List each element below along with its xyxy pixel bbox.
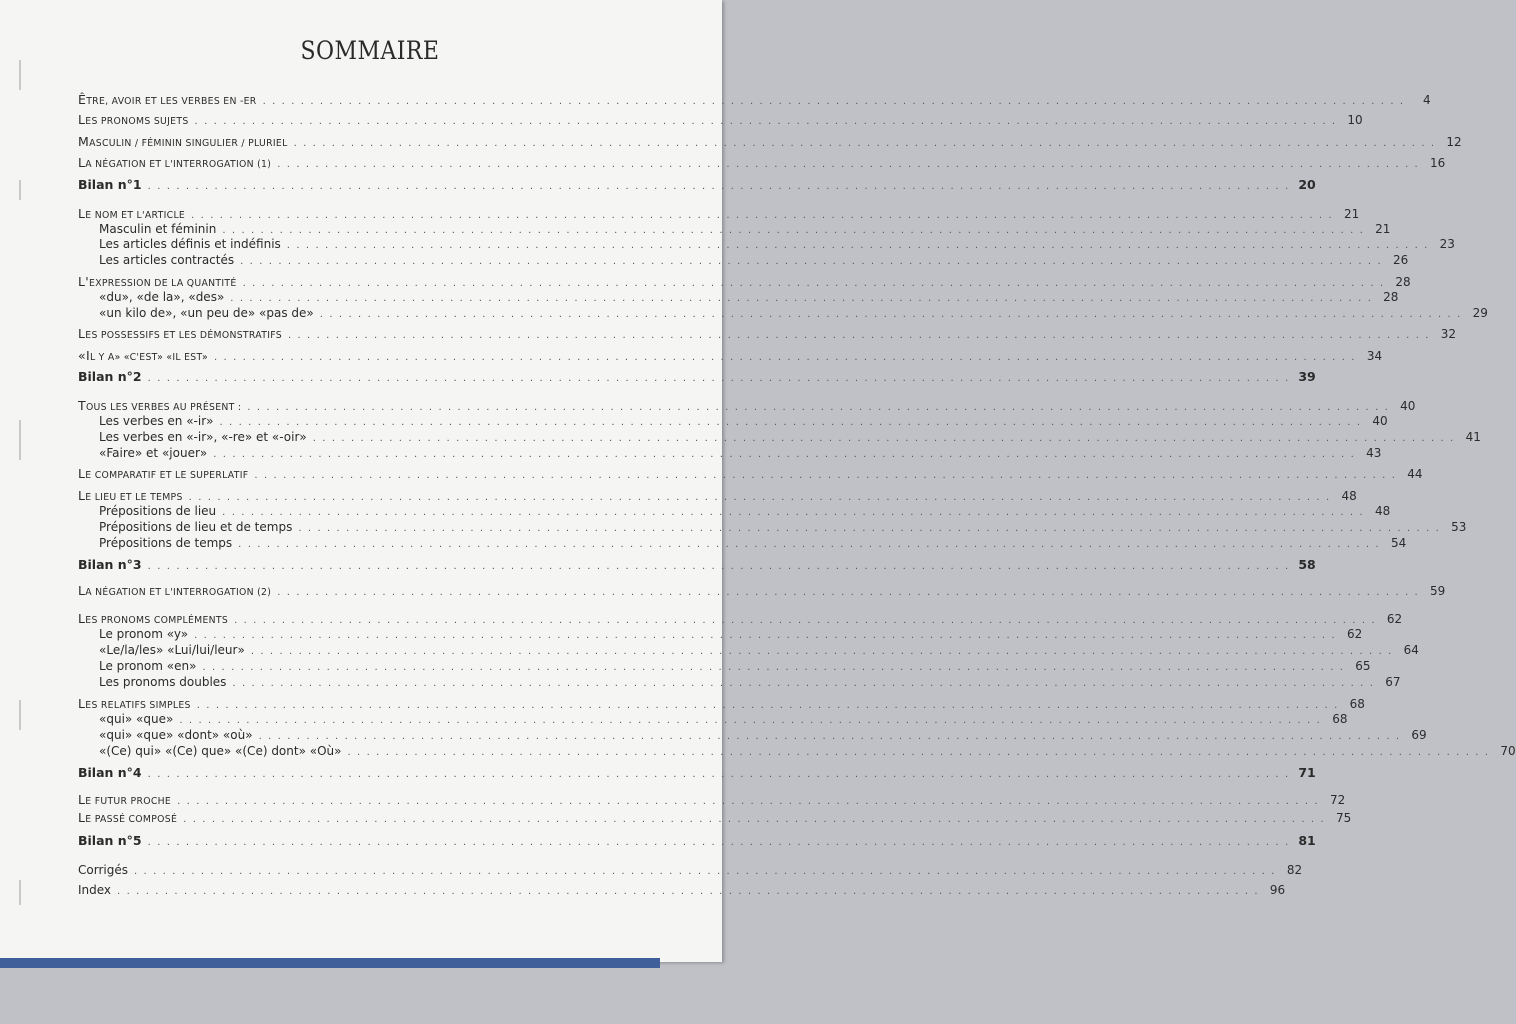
dot-leader: . . . . . . . . . . . . . . . . . . . . . . . . . . . . . . . . . . . . . . . . . . . . . . . . . . . . . . . . . . . . . . . . . . . . . . . . . . . . . . . . . . . . . . . . . . . . . . . . . . . . . . . . . . . . . . . . . . . . . . . .	[133, 866, 1277, 877]
toc-entry-page-number: 68	[1349, 697, 1365, 711]
toc-entry	[78, 882, 1286, 898]
dot-leader: . . . . . . . . . . . . . . . . . . . . . . . . . . . . . . . . . . . . . . . . . . . . . . . . . . . . . . . . . . . . . . . . . . . . . . . . . . . . . . . . . . . . . . . . . . . . . . . . . . . . . . . . . . . . . . . . . . . . . . . .	[196, 700, 1339, 711]
toc-entry-label: «qui» «que» «dont» «où»	[99, 728, 253, 742]
toc-entry-label: LE COMPARATIF ET LE SUPERLATIF	[78, 466, 249, 481]
toc-entry-page-number: 54	[1390, 536, 1407, 550]
dot-leader: . . . . . . . . . . . . . . . . . . . . . . . . . . . . . . . . . . . . . . . . . . . . . . . . . . . . . . . . . . . . . . . . . . . . . . . . . . . . . . . . . . . . . . . . . . . . . . . . . . . . . . . . . . . . . . . . . . . . . . . .	[258, 731, 1401, 742]
toc-entry-page-number: 40	[1400, 399, 1416, 413]
toc-entry-page-number: 28	[1383, 290, 1399, 304]
toc-entry-page-number: 48	[1341, 489, 1357, 503]
dot-leader: . . . . . . . . . . . . . . . . . . . . . . . . . . . . . . . . . . . . . . . . . . . . . . . . . . . . . . . . . . . . . . . . . . . . . . . . . . . . . . . . . . . . . . . . . . . . . . . . . . . . . . . . . . . . . . . . . . . . . . . .	[287, 330, 1431, 341]
toc-entry	[78, 413, 1388, 429]
toc-entry-page-number: 62	[1346, 627, 1363, 641]
toc-entry-label: Les articles contractés	[99, 253, 235, 267]
toc-entry-page-number: 43	[1366, 446, 1382, 460]
dot-leader: . . . . . . . . . . . . . . . . . . . . . . . . . . . . . . . . . . . . . . . . . . . . . . . . . . . . . . . . . . . . . . . . . . . . . . . . . . . . . . . . . . . . . . . . . . . . . . . . . . . . . . . . . . . . . . . . . . . . . . . .	[298, 523, 1441, 534]
dot-leader: . . . . . . . . . . . . . . . . . . . . . . . . . . . . . . . . . . . . . . . . . . . . . . . . . . . . . . . . . . . . . . . . . . . . . . . . . . . . . . . . . . . . . . . . . . . . . . . . . . . . . . . . . . . . . . . . . . . . . . . .	[347, 747, 1490, 758]
dot-leader: . . . . . . . . . . . . . . . . . . . . . . . . . . . . . . . . . . . . . . . . . . . . . . . . . . . . . . . . . . . . . . . . . . . . . . . . . . . . . . . . . . . . . . . . . . . . . . . . . . . . . . . . . . . . . . . . . . . . . . . .	[147, 769, 1290, 780]
dot-leader: . . . . . . . . . . . . . . . . . . . . . . . . . . . . . . . . . . . . . . . . . . . . . . . . . . . . . . . . . . . . . . . . . . . . . . . . . . . . . . . . . . . . . . . . . . . . . . . . . . . . . . . . . . . . . . . . . . . . . . . .	[234, 615, 1377, 626]
toc-entry-page-number: 4	[1423, 93, 1431, 107]
toc-entry-label: Index	[78, 883, 112, 897]
toc-entry-page-number: 44	[1407, 467, 1423, 481]
toc-entry-label: «Le/la/les» «Lui/lui/leur»	[99, 643, 245, 657]
toc-entry	[78, 326, 1457, 342]
toc-entry-page-number: 53	[1451, 520, 1467, 534]
dot-leader: . . . . . . . . . . . . . . . . . . . . . . . . . . . . . . . . . . . . . . . . . . . . . . . . . . . . . . . . . . . . . . . . . . . . . . . . . . . . . . . . . . . . . . . . . . . . . . . . . . . . . . . . . . . . . . . . . . . . . . . .	[147, 373, 1290, 384]
toc-entry-label: LE FUTUR PROCHE	[78, 792, 172, 807]
toc-entry-label: MASCULIN / FÉMININ SINGULIER / PLURIEL	[78, 134, 288, 149]
toc-entry-label: «un kilo de», «un peu de» «pas de»	[99, 306, 314, 320]
toc-entry	[78, 833, 1316, 849]
toc-entry	[78, 369, 1316, 385]
toc-entry-page-number: 67	[1385, 675, 1401, 689]
toc-entry-page-number: 23	[1439, 237, 1455, 251]
toc-entry	[78, 305, 1488, 321]
dot-leader: . . . . . . . . . . . . . . . . . . . . . . . . . . . . . . . . . . . . . . . . . . . . . . . . . . . . . . . . . . . . . . . . . . . . . . . . . . . . . . . . . . . . . . . . . . . . . . . . . . . . . . . . . . . . . . . . . . . . . . . .	[177, 796, 1320, 807]
cover-edge	[0, 958, 660, 968]
toc-entry	[78, 221, 1391, 237]
toc-entry-page-number: 48	[1375, 504, 1391, 518]
toc-entry	[78, 206, 1360, 222]
toc-entry	[78, 626, 1363, 642]
toc-entry-page-number: 71	[1298, 765, 1316, 780]
dot-leader: . . . . . . . . . . . . . . . . . . . . . . . . . . . . . . . . . . . . . . . . . . . . . . . . . . . . . . . . . . . . . . . . . . . . . . . . . . . . . . . . . . . . . . . . . . . . . . . . . . . . . . . . . . . . . . . . . . . . . . . .	[213, 449, 1356, 460]
dot-leader: . . . . . . . . . . . . . . . . . . . . . . . . . . . . . . . . . . . . . . . . . . . . . . . . . . . . . . . . . . . . . . . . . . . . . . . . . . . . . . . . . . . . . . . . . . . . . . . . . . . . . . . . . . . . . . . . . . . . . . . .	[319, 309, 1462, 320]
toc-entry-label: LES PRONOMS COMPLÉMENTS	[78, 611, 229, 626]
toc-entry-page-number: 26	[1392, 253, 1409, 267]
toc-entry	[78, 810, 1352, 826]
toc-entry-label: Le pronom «en»	[99, 659, 197, 673]
toc-entry-page-number: 72	[1329, 793, 1346, 807]
toc-entry	[78, 743, 1516, 759]
toc-entry	[78, 488, 1357, 504]
dot-leader: . . . . . . . . . . . . . . . . . . . . . . . . . . . . . . . . . . . . . . . . . . . . . . . . . . . . . . . . . . . . . . . . . . . . . . . . . . . . . . . . . . . . . . . . . . . . . . . . . . . . . . . . . . . . . . . . . . . . . . . .	[147, 181, 1290, 192]
toc-entry-label: LE LIEU ET LE TEMPS	[78, 488, 183, 503]
toc-entry	[78, 177, 1316, 193]
toc-entry-page-number: 75	[1335, 811, 1352, 825]
toc-entry-page-number: 29	[1472, 306, 1488, 320]
toc-entry	[78, 535, 1407, 551]
dot-leader: . . . . . . . . . . . . . . . . . . . . . . . . . . . . . . . . . . . . . . . . . . . . . . . . . . . . . . . . . . . . . . . . . . . . . . . . . . . . . . . . . . . . . . . . . . . . . . . . . . . . . . . . . . . . . . . . . . . . . . . .	[202, 662, 1345, 673]
toc-entry-page-number: 34	[1366, 349, 1383, 363]
toc-entry-label: Le pronom «y»	[99, 627, 189, 641]
toc-entry-page-number: 12	[1446, 135, 1462, 149]
dot-leader: . . . . . . . . . . . . . . . . . . . . . . . . . . . . . . . . . . . . . . . . . . . . . . . . . . . . . . . . . . . . . . . . . . . . . . . . . . . . . . . . . . . . . . . . . . . . . . . . . . . . . . . . . . . . . . . . . . . . . . . .	[147, 561, 1290, 572]
toc-entry-label: LES PRONOMS SUJETS	[78, 112, 189, 127]
toc-entry-page-number: 96	[1269, 883, 1286, 897]
toc-entry-page-number: 82	[1286, 863, 1303, 877]
dot-leader: . . . . . . . . . . . . . . . . . . . . . . . . . . . . . . . . . . . . . . . . . . . . . . . . . . . . . . . . . . . . . . . . . . . . . . . . . . . . . . . . . . . . . . . . . . . . . . . . . . . . . . . . . . . . . . . . . . . . . . . .	[250, 646, 1393, 657]
toc-entry-label: Masculin et féminin	[99, 222, 217, 236]
toc-entry	[78, 348, 1383, 364]
toc-entry	[78, 445, 1382, 461]
dot-leader: . . . . . . . . . . . . . . . . . . . . . . . . . . . . . . . . . . . . . . . . . . . . . . . . . . . . . . . . . . . . . . . . . . . . . . . . . . . . . . . . . . . . . . . . . . . . . . . . . . . . . . . . . . . . . . . . . . . . . . . .	[286, 240, 1429, 251]
dot-leader: . . . . . . . . . . . . . . . . . . . . . . . . . . . . . . . . . . . . . . . . . . . . . . . . . . . . . . . . . . . . . . . . . . . . . . . . . . . . . . . . . . . . . . . . . . . . . . . . . . . . . . . . . . . . . . . . . . . . . . . .	[232, 678, 1375, 689]
toc-entry	[78, 112, 1363, 128]
toc-entry-label: Les articles définis et indéfinis	[99, 237, 281, 251]
toc-entry	[78, 466, 1423, 482]
toc-entry	[78, 252, 1409, 268]
toc-entry-label: Bilan n°5	[78, 833, 142, 848]
toc-entry-page-number: 28	[1395, 275, 1411, 289]
dot-leader: . . . . . . . . . . . . . . . . . . . . . . . . . . . . . . . . . . . . . . . . . . . . . . . . . . . . . . . . . . . . . . . . . . . . . . . . . . . . . . . . . . . . . . . . . . . . . . . . . . . . . . . . . . . . . . . . . . . . . . . .	[194, 630, 1337, 641]
toc-entry-page-number: 39	[1298, 369, 1316, 384]
toc-entry	[78, 862, 1303, 878]
toc-entry-label: ÊTRE, AVOIR ET LES VERBES EN -ER	[78, 92, 257, 107]
toc-entry	[78, 92, 1431, 108]
toc-entry	[78, 289, 1399, 305]
toc-entry-label: TOUS LES VERBES AU PRÉSENT :	[78, 398, 242, 413]
toc-entry-page-number: 81	[1298, 833, 1316, 848]
toc-entry-page-number: 10	[1347, 113, 1363, 127]
toc-entry-page-number: 64	[1403, 643, 1419, 657]
toc-entry-label: Les verbes en «-ir», «-re» et «-oir»	[99, 430, 307, 444]
toc-entry-label: LE PASSÉ COMPOSÉ	[78, 810, 178, 825]
toc-entry-page-number: 41	[1465, 430, 1481, 444]
dot-leader: . . . . . . . . . . . . . . . . . . . . . . . . . . . . . . . . . . . . . . . . . . . . . . . . . . . . . . . . . . . . . . . . . . . . . . . . . . . . . . . . . . . . . . . . . . . . . . . . . . . . . . . . . . . . . . . . . . . . . . . .	[179, 715, 1322, 726]
dot-leader: . . . . . . . . . . . . . . . . . . . . . . . . . . . . . . . . . . . . . . . . . . . . . . . . . . . . . . . . . . . . . . . . . . . . . . . . . . . . . . . . . . . . . . . . . . . . . . . . . . . . . . . . . . . . . . . . . . . . . . . .	[191, 210, 1334, 221]
toc-entry-label: LES RELATIFS SIMPLES	[78, 696, 191, 711]
dot-leader: . . . . . . . . . . . . . . . . . . . . . . . . . . . . . . . . . . . . . . . . . . . . . . . . . . . . . . . . . . . . . . . . . . . . . . . . . . . . . . . . . . . . . . . . . . . . . . . . . . . . . . . . . . . . . . . . . . . . . . . .	[213, 352, 1357, 363]
toc-entry-label: LES POSSESSIFS ET LES DÉMONSTRATIFS	[78, 326, 282, 341]
toc-entry-label: Les pronoms doubles	[99, 675, 227, 689]
toc-entry	[78, 557, 1316, 573]
toc-entry-label: «du», «de la», «des»	[99, 290, 225, 304]
dot-leader: . . . . . . . . . . . . . . . . . . . . . . . . . . . . . . . . . . . . . . . . . . . . . . . . . . . . . . . . . . . . . . . . . . . . . . . . . . . . . . . . . . . . . . . . . . . . . . . . . . . . . . . . . . . . . . . . . . . . . . . .	[188, 492, 1331, 503]
page-title: SOMMAIRE	[300, 36, 440, 65]
dot-leader: . . . . . . . . . . . . . . . . . . . . . . . . . . . . . . . . . . . . . . . . . . . . . . . . . . . . . . . . . . . . . . . . . . . . . . . . . . . . . . . . . . . . . . . . . . . . . . . . . . . . . . . . . . . . . . . . . . . . . . . .	[183, 814, 1326, 825]
dot-leader: . . . . . . . . . . . . . . . . . . . . . . . . . . . . . . . . . . . . . . . . . . . . . . . . . . . . . . . . . . . . . . . . . . . . . . . . . . . . . . . . . . . . . . . . . . . . . . . . . . . . . . . . . . . . . . . . . . . . . . . .	[147, 837, 1290, 848]
dot-leader: . . . . . . . . . . . . . . . . . . . . . . . . . . . . . . . . . . . . . . . . . . . . . . . . . . . . . . . . . . . . . . . . . . . . . . . . . . . . . . . . . . . . . . . . . . . . . . . . . . . . . . . . . . . . . . . . . . . . . . . .	[194, 116, 1337, 127]
toc-entry	[78, 711, 1348, 727]
dot-leader: . . . . . . . . . . . . . . . . . . . . . . . . . . . . . . . . . . . . . . . . . . . . . . . . . . . . . . . . . . . . . . . . . . . . . . . . . . . . . . . . . . . . . . . . . . . . . . . . . . . . . . . . . . . . . . . . . . . . . . . .	[222, 507, 1365, 518]
dot-leader: . . . . . . . . . . . . . . . . . . . . . . . . . . . . . . . . . . . . . . . . . . . . . . . . . . . . . . . . . . . . . . . . . . . . . . . . . . . . . . . . . . . . . . . . . . . . . . . . . . . . . . . . . . . . . . . . . . . . . . . .	[240, 256, 1383, 267]
toc-entry-label: «IL Y A» «C'EST» «IL EST»	[78, 348, 208, 363]
toc-entry-page-number: 58	[1298, 557, 1316, 572]
dot-leader: . . . . . . . . . . . . . . . . . . . . . . . . . . . . . . . . . . . . . . . . . . . . . . . . . . . . . . . . . . . . . . . . . . . . . . . . . . . . . . . . . . . . . . . . . . . . . . . . . . . . . . . . . . . . . . . . . . . . . . . .	[254, 470, 1397, 481]
toc-entry	[78, 727, 1427, 743]
toc-entry-label: Prépositions de lieu et de temps	[99, 520, 293, 534]
toc-entry	[78, 658, 1371, 674]
toc-entry-label: Bilan n°3	[78, 557, 142, 572]
toc-entry-label: Prépositions de lieu	[99, 504, 217, 518]
toc-entry	[78, 274, 1411, 290]
toc-entry-page-number: 68	[1332, 712, 1348, 726]
toc-entry-page-number: 16	[1430, 156, 1446, 170]
toc-entry-page-number: 69	[1411, 728, 1427, 742]
toc-entry-label: Prépositions de temps	[99, 536, 233, 550]
toc-entry-label: «(Ce) qui» «(Ce) que» «(Ce) dont» «Où»	[99, 744, 342, 758]
toc-entry-page-number: 62	[1386, 612, 1403, 626]
dot-leader: . . . . . . . . . . . . . . . . . . . . . . . . . . . . . . . . . . . . . . . . . . . . . . . . . . . . . . . . . . . . . . . . . . . . . . . . . . . . . . . . . . . . . . . . . . . . . . . . . . . . . . . . . . . . . . . . . . . . . . . .	[219, 417, 1362, 428]
dot-leader: . . . . . . . . . . . . . . . . . . . . . . . . . . . . . . . . . . . . . . . . . . . . . . . . . . . . . . . . . . . . . . . . . . . . . . . . . . . . . . . . . . . . . . . . . . . . . . . . . . . . . . . . . . . . . . . . . . . . . . . .	[312, 433, 1455, 444]
toc-entry-page-number: 65	[1355, 659, 1371, 673]
toc-entry	[78, 398, 1416, 414]
toc-entry-page-number: 59	[1430, 584, 1446, 598]
dot-leader: . . . . . . . . . . . . . . . . . . . . . . . . . . . . . . . . . . . . . . . . . . . . . . . . . . . . . . . . . . . . . . . . . . . . . . . . . . . . . . . . . . . . . . . . . . . . . . . . . . . . . . . . . . . . . . . . . . . . . . . .	[293, 138, 1436, 149]
toc-entry	[78, 429, 1481, 445]
toc-entry-page-number: 21	[1375, 222, 1391, 236]
toc-entry-page-number: 70	[1500, 744, 1516, 758]
dot-leader: . . . . . . . . . . . . . . . . . . . . . . . . . . . . . . . . . . . . . . . . . . . . . . . . . . . . . . . . . . . . . . . . . . . . . . . . . . . . . . . . . . . . . . . . . . . . . . . . . . . . . . . . . . . . . . . . . . . . . . . .	[230, 293, 1373, 304]
dot-leader: . . . . . . . . . . . . . . . . . . . . . . . . . . . . . . . . . . . . . . . . . . . . . . . . . . . . . . . . . . . . . . . . . . . . . . . . . . . . . . . . . . . . . . . . . . . . . . . . . . . . . . . . . . . . . . . . . . . . . . . .	[262, 96, 1405, 107]
toc-entry	[78, 696, 1365, 712]
toc-entry-label: Corrigés	[78, 863, 128, 877]
toc-entry-label: «Faire» et «jouer»	[99, 446, 208, 460]
dot-leader: . . . . . . . . . . . . . . . . . . . . . . . . . . . . . . . . . . . . . . . . . . . . . . . . . . . . . . . . . . . . . . . . . . . . . . . . . . . . . . . . . . . . . . . . . . . . . . . . . . . . . . . . . . . . . . . . . . . . . . . .	[277, 159, 1420, 170]
toc-entry	[78, 583, 1446, 599]
dot-leader: . . . . . . . . . . . . . . . . . . . . . . . . . . . . . . . . . . . . . . . . . . . . . . . . . . . . . . . . . . . . . . . . . . . . . . . . . . . . . . . . . . . . . . . . . . . . . . . . . . . . . . . . . . . . . . . . . . . . . . . .	[117, 886, 1260, 897]
toc-entry-label: Les verbes en «-ir»	[99, 414, 214, 428]
toc-entry-label: Bilan n°1	[78, 177, 142, 192]
toc-entry	[78, 765, 1316, 781]
dot-leader: . . . . . . . . . . . . . . . . . . . . . . . . . . . . . . . . . . . . . . . . . . . . . . . . . . . . . . . . . . . . . . . . . . . . . . . . . . . . . . . . . . . . . . . . . . . . . . . . . . . . . . . . . . . . . . . . . . . . . . . .	[222, 225, 1365, 236]
toc-entry	[78, 236, 1455, 252]
toc-entry-page-number: 21	[1343, 207, 1360, 221]
toc-entry	[78, 503, 1391, 519]
dot-leader: . . . . . . . . . . . . . . . . . . . . . . . . . . . . . . . . . . . . . . . . . . . . . . . . . . . . . . . . . . . . . . . . . . . . . . . . . . . . . . . . . . . . . . . . . . . . . . . . . . . . . . . . . . . . . . . . . . . . . . . .	[247, 402, 1390, 413]
toc-entry	[78, 611, 1403, 627]
toc-entry-label: «qui» «que»	[99, 712, 174, 726]
toc-entry-page-number: 40	[1372, 414, 1388, 428]
dot-leader: . . . . . . . . . . . . . . . . . . . . . . . . . . . . . . . . . . . . . . . . . . . . . . . . . . . . . . . . . . . . . . . . . . . . . . . . . . . . . . . . . . . . . . . . . . . . . . . . . . . . . . . . . . . . . . . . . . . . . . . .	[277, 587, 1420, 598]
toc-entry-page-number: 32	[1440, 327, 1457, 341]
toc-entry	[78, 642, 1419, 658]
dot-leader: . . . . . . . . . . . . . . . . . . . . . . . . . . . . . . . . . . . . . . . . . . . . . . . . . . . . . . . . . . . . . . . . . . . . . . . . . . . . . . . . . . . . . . . . . . . . . . . . . . . . . . . . . . . . . . . . . . . . . . . .	[242, 278, 1385, 289]
toc-entry-page-number: 20	[1298, 177, 1316, 192]
toc-entry-label: LA NÉGATION ET L'INTERROGATION (1)	[78, 155, 272, 170]
toc-entry	[78, 792, 1346, 808]
toc-entry-label: LA NÉGATION ET L'INTERROGATION (2)	[78, 583, 272, 598]
toc-entry	[78, 155, 1446, 171]
toc-entry	[78, 674, 1401, 690]
toc-entry-label: LE NOM ET L'ARTICLE	[78, 206, 186, 221]
toc-entry	[78, 519, 1467, 535]
toc-entry-label: Bilan n°4	[78, 765, 142, 780]
dot-leader: . . . . . . . . . . . . . . . . . . . . . . . . . . . . . . . . . . . . . . . . . . . . . . . . . . . . . . . . . . . . . . . . . . . . . . . . . . . . . . . . . . . . . . . . . . . . . . . . . . . . . . . . . . . . . . . . . . . . . . . .	[238, 539, 1381, 550]
toc-entry-label: Bilan n°2	[78, 369, 142, 384]
toc-entry	[78, 134, 1462, 150]
toc-entry-label: L'EXPRESSION DE LA QUANTITÉ	[78, 274, 237, 289]
